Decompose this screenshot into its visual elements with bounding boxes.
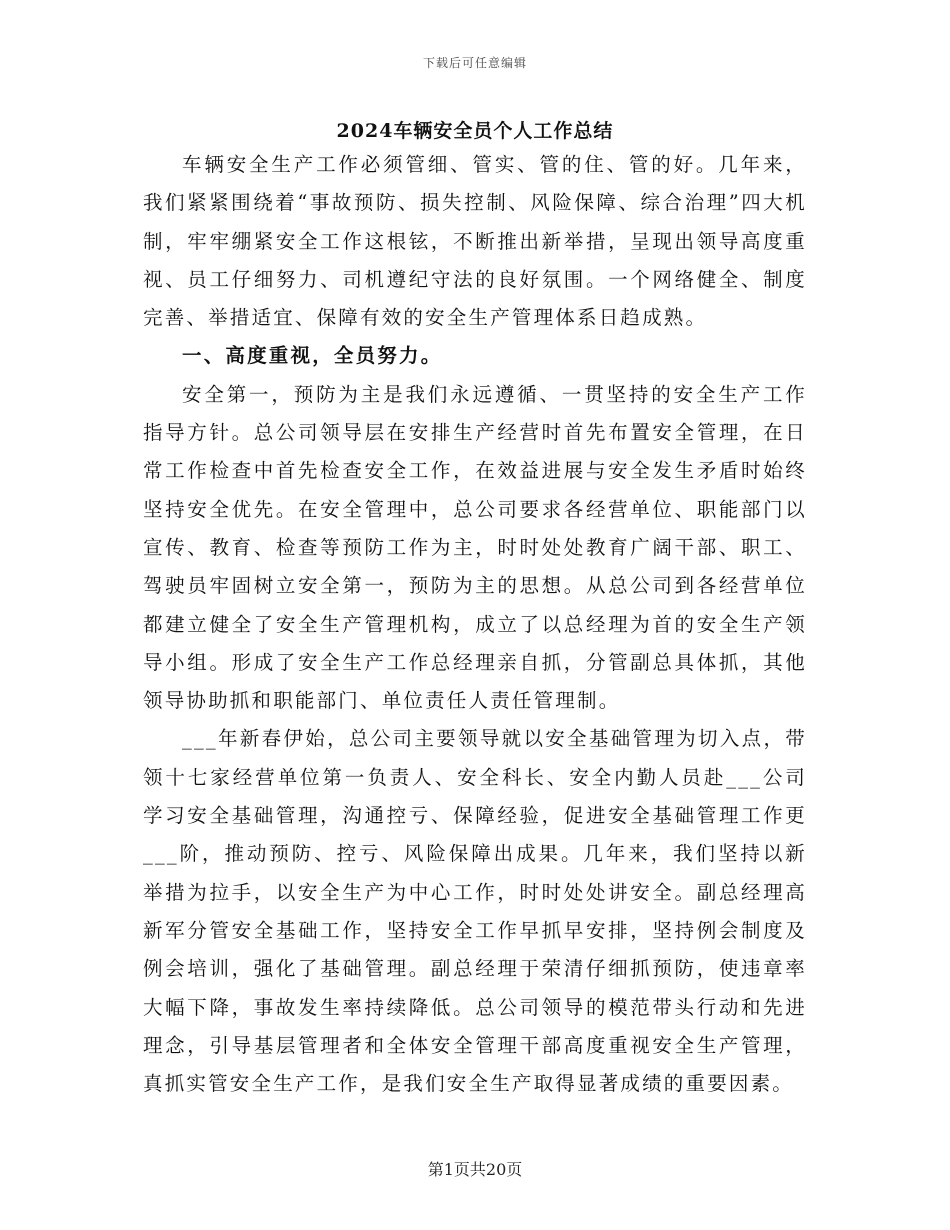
document-body (143, 146, 807, 1103)
paragraph-intro: 车辆安全生产工作必须管细、管实、管的住、管的好。几年来，我们紧紧围绕着“事故预防、损失控制、风险保障、综合治理”四大机制，牢牢绷紧安全工作这根铉，不断推出新举措，呈现出领导高度重视、员工仔细努力、司机遵纪守法的良好氛围。一个网络健全、制度完善、举措适宜、保障有效的安全生产管理体系日趋成熟。 (143, 153, 807, 330)
section-heading: 一、高度重视，全员努力。 (182, 344, 443, 368)
paragraph-principle: 安全第一，预防为主是我们永远遵循、一贯坚持的安全生产工作指导方针。总公司领导层在安排生产经营时首先布置安全管理，在日常工作检查中首先检查安全工作，在效益进展与安全发生矛盾时始终坚持安全优先。在安全管理中，总公司要求各经营单位、职能部门以宣传、教育、检查等预防工作为主，时时处处教育广阔干部、职工、驾驶员牢固树立安全第一，预防为主的思想。从总公司到各经营单位都建立健全了安全生产管理机构，成立了以总经理为首的安全生产领导小组。形成了安全生产工作总经理亲自抓，分管副总具体抓，其他领导协助抓和职能部门、单位责任人责任管理制。 (143, 382, 807, 713)
document-title: 2024车辆安全员个人工作总结 (336, 120, 614, 142)
page-footer: 第1页共20页 (427, 1160, 523, 1179)
paragraph-new-year: ___年新春伊始，总公司主要领导就以安全基础管理为切入点，带领十七家经营单位第一负责人、安全科长、安全内勤人员赴___公司学习安全基础管理，沟通控亏、保障经验，促进安全基础管理工作更___阶，推动预防、控亏、风险保障出成果。几年来，我们坚持以新举措为拉手，以安全生产为中心工作，时时处处讲安全。副总经理高新军分管安全基础工作，坚持安全工作早抓早安排，坚持例会制度及例会培训，强化了基础管理。副总经理于荣清仔细抓预防，使违章率大幅下降，事故发生率持续降低。总公司领导的模范带头行动和先进理念，引导基层管理者和全体安全管理干部高度重视安全生产管理，真抓实管安全生产工作，是我们安全生产取得显著成绩的重要因素。 (143, 727, 807, 1096)
header-note: 下载后可任意编辑 (422, 56, 527, 70)
